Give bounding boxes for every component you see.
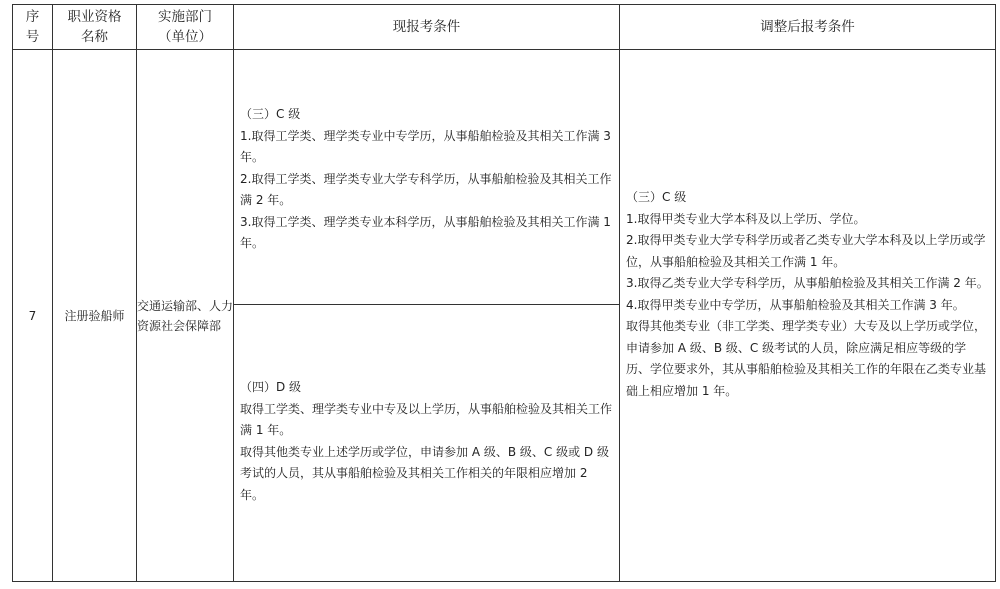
adjusted-c-line: 2.取得甲类专业大学专科学历或者乙类专业大学本科及以上学历或学位，从事船舶检验及其相关工作满 1 年。 [626,233,986,269]
row-name: 注册验船师 [53,50,137,582]
header-row [13,5,996,50]
adjusted-conditions-cell [620,50,996,582]
current-c-title: （三）C 级 [240,107,301,121]
adjusted-c-line: 取得其他类专业（非工学类、理学类专业）大专及以上学历或学位，申请参加 A 级、B 级、C 级考试的人员，除应满足相应等级的学历、学位要求外，其从事船舶检验及其相关工作的年限在乙类专业基础上相应增加 1 年。 [626,319,987,398]
current-c-line: 3.取得工学类、理学类专业本科学历，从事船舶检验及其相关工作满 1 年。 [240,214,611,250]
header-dept: 实施部门 （单位） [137,5,234,50]
current-c-block [234,50,619,304]
current-d-line: 取得工学类、理学类专业中专及以上学历，从事船舶检验及其相关工作满 1 年。 [240,401,613,437]
adjusted-c-line: 3.取得乙类专业大学专科学历，从事船舶检验及其相关工作满 2 年。 [626,276,989,290]
current-conditions-cell [234,50,620,582]
current-d-title: （四）D 级 [240,380,302,394]
current-d-line: 取得其他类专业上述学历或学位，申请参加 A 级、B 级、C 级或 D 级考试的人员，其从事船舶检验及其相关工作相关的年限相应增加 2 年。 [240,444,609,502]
header-name: 职业资格 名称 [53,5,137,50]
adjusted-c-title: （三）C 级 [626,190,687,204]
header-no: 序 号 [13,5,53,50]
qualification-table [12,4,996,582]
header-adjusted: 调整后报考条件 [620,5,996,50]
adjusted-c-block [620,50,995,402]
header-current: 现报考条件 [234,5,620,50]
adjusted-c-line: 4.取得甲类专业中专学历，从事船舶检验及其相关工作满 3 年。 [626,297,965,312]
current-c-line: 1.取得工学类、理学类专业中专学历，从事船舶检验及其相关工作满 3 年。 [240,128,611,164]
row-no: 7 [13,50,53,582]
table-row [13,50,996,582]
adjusted-c-line: 1.取得甲类专业大学本科及以上学历、学位。 [626,211,866,226]
current-d-block [234,304,619,580]
row-dept: 交通运输部、人力资源社会保障部 [137,50,234,582]
current-c-line: 2.取得工学类、理学类专业大学专科学历，从事船舶检验及其相关工作满 2 年。 [240,171,612,207]
